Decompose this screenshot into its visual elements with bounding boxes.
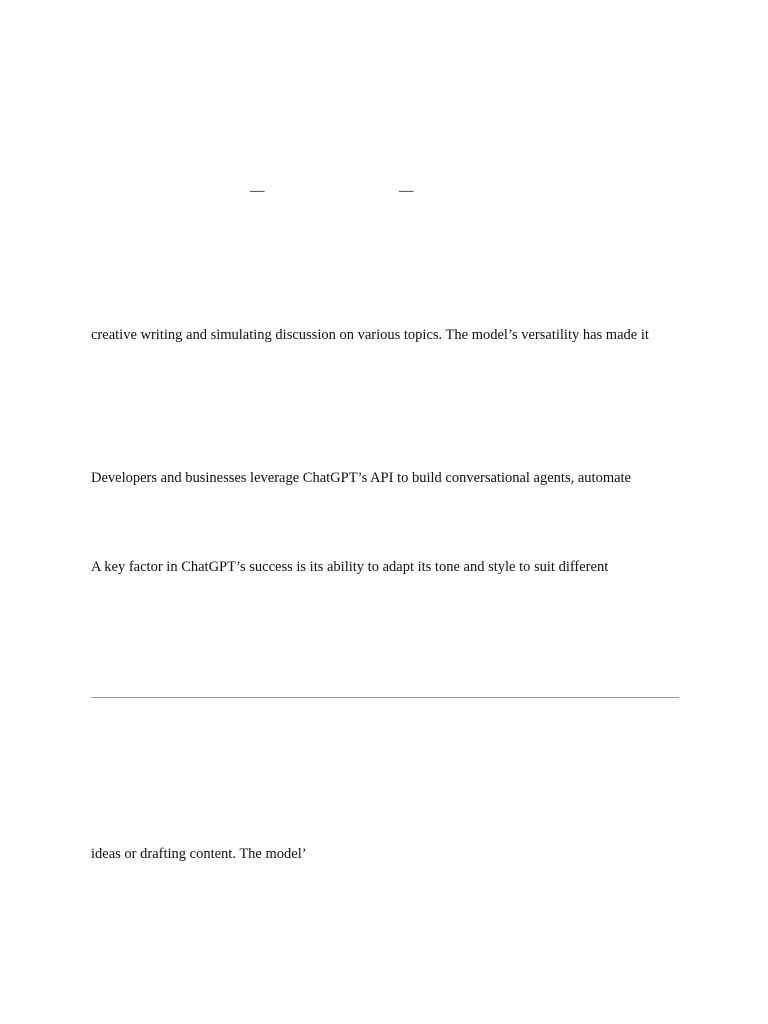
text-line-developers: Developers and businesses leverage ChatGPT’s API to build conversational agents, automate	[91, 470, 631, 486]
text-line-ideas: ideas or drafting content. The model’	[91, 846, 307, 862]
horizontal-rule	[91, 697, 679, 698]
text-line-versatility: creative writing and simulating discussion on various topics. The model’s versatility has made it	[91, 327, 649, 343]
em-dash-right: —	[399, 183, 414, 199]
em-dash-left: —	[250, 183, 265, 199]
text-line-key-factor: A key factor in ChatGPT’s success is its ability to adapt its tone and style to suit different	[91, 559, 609, 575]
